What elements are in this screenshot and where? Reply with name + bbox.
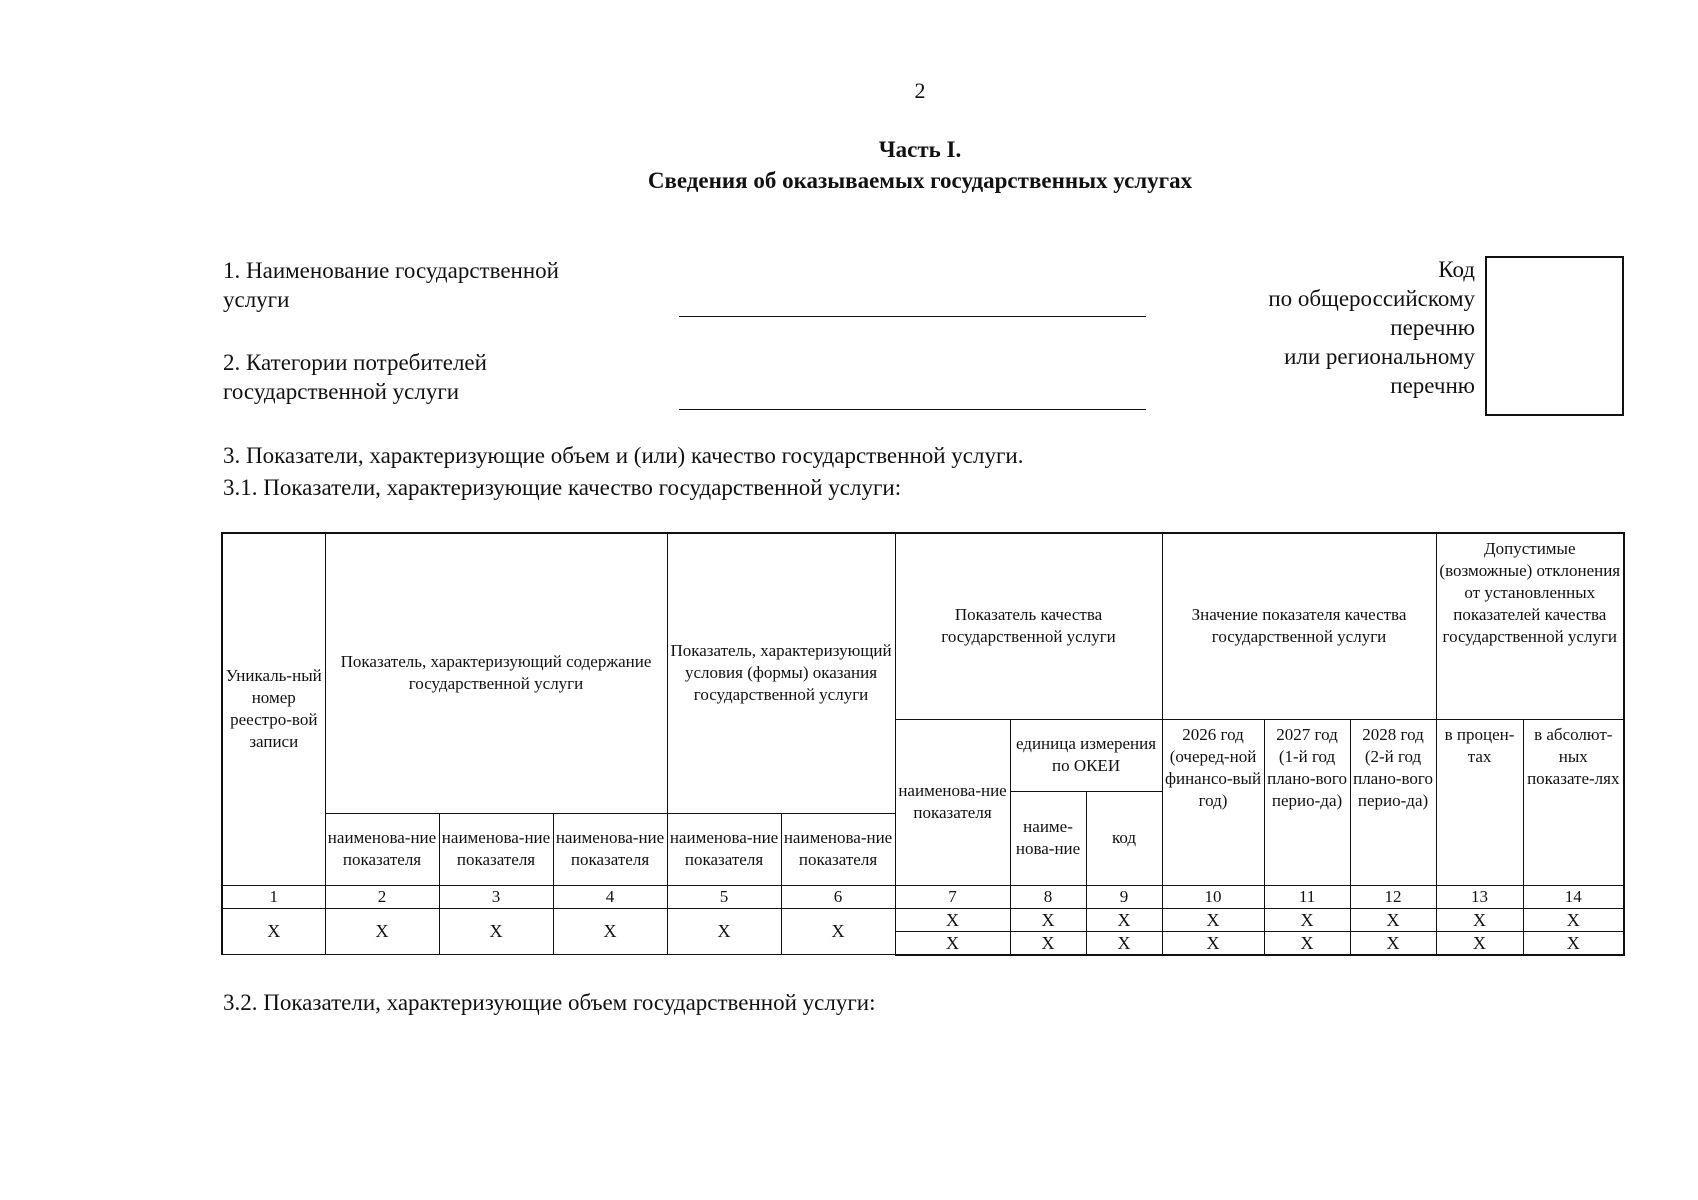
col-number-8: 8 [1010,885,1086,908]
cell-x: X [781,908,895,955]
part-subtitle: Сведения об оказываемых государственных услугах [647,168,1193,193]
header-content-indicator: Показатель, характеризующий содержание государственной услуги [325,533,667,813]
col-number-5: 5 [667,885,781,908]
header-conditions-name-2: наименова-ние показателя [781,813,895,885]
header-deviation-percent: в процен-тах [1436,719,1523,885]
cell-x: X [1523,908,1624,931]
code-label-line4: или региональному [1284,344,1475,369]
section-3-heading: 3. Показатели, характеризующие объем и (или) качество государственной услуги. [223,443,1024,468]
cell-x: X [325,908,439,955]
consumers-field[interactable] [679,409,1146,410]
header-content-name-1: наименова-ние показателя [325,813,439,885]
code-box[interactable] [1485,256,1624,416]
col-number-2: 2 [325,885,439,908]
section-3-1-heading: 3.1. Показатели, характеризующие качество государственной услуги: [223,475,902,500]
header-deviation-absolute: в абсолют-ных показате-лях [1523,719,1624,885]
consumers-label [223,348,643,406]
header-deviation: Допустимые (возможные) отклонения от установленных показателей качества государственной услуги [1436,533,1624,719]
col-number-7: 7 [895,885,1010,908]
part-title: Часть I. [878,137,962,162]
cell-x: X [895,908,1010,931]
header-okei-unit: единица измерения по ОКЕИ [1010,719,1162,791]
cell-x: X [1350,931,1436,955]
cell-x: X [1162,931,1264,955]
cell-x: X [1264,931,1350,955]
service-name-label [223,256,643,314]
header-year-2027: 2027 год (1-й год плано-вого перио-да) [1264,719,1350,885]
col-number-3: 3 [439,885,553,908]
header-conditions-name-1: наименова-ние показателя [667,813,781,885]
code-label-line3: перечню [1390,315,1475,340]
header-year-2026: 2026 год (очеред-ной финансо-вый год) [1162,719,1264,885]
col-number-1: 1 [222,885,325,908]
col-number-13: 13 [1436,885,1523,908]
cell-x: X [895,931,1010,955]
cell-x: X [667,908,781,955]
header-conditions-indicator: Показатель, характеризующий условия (формы) оказания государственной услуги [667,533,895,813]
cell-x: X [553,908,667,955]
col-number-6: 6 [781,885,895,908]
header-year-2028: 2028 год (2-й год плано-вого перио-да) [1350,719,1436,885]
quality-indicators-table [221,532,1625,956]
code-label [1175,255,1475,400]
header-content-name-2: наименова-ние показателя [439,813,553,885]
col-number-12: 12 [1350,885,1436,908]
service-name-field[interactable] [679,316,1146,317]
cell-x: X [1010,908,1086,931]
consumers-label-line1: 2. Категории потребителей [223,350,487,375]
header-quality-value: Значение показателя качества государственной услуги [1162,533,1436,719]
cell-x: X [222,908,325,955]
cell-x: X [1010,931,1086,955]
cell-x: X [1162,908,1264,931]
col-number-14: 14 [1523,885,1624,908]
header-okei-code: код [1086,791,1162,885]
service-name-label-line2: услуги [223,287,290,312]
col-number-9: 9 [1086,885,1162,908]
col-number-10: 10 [1162,885,1264,908]
header-quality-indicator: Показатель качества государственной услуги [895,533,1162,719]
cell-x: X [439,908,553,955]
cell-x: X [1436,931,1523,955]
header-content-name-3: наименова-ние показателя [553,813,667,885]
section-3-2-heading: 3.2. Показатели, характеризующие объем государственной услуги: [223,990,876,1015]
header-okei-name: наиме-нова-ние [1010,791,1086,885]
cell-x: X [1523,931,1624,955]
cell-x: X [1436,908,1523,931]
cell-x: X [1086,931,1162,955]
code-label-line1: Код [1438,257,1475,282]
code-label-line5: перечню [1390,373,1475,398]
header-unique-number: Уникаль-ный номер реестро-вой записи [222,533,325,885]
page-number: 2 [914,78,926,103]
service-name-label-line1: 1. Наименование государственной [223,258,559,283]
cell-x: X [1350,908,1436,931]
header-quality-name: наименова-ние показателя [895,719,1010,885]
cell-x: X [1264,908,1350,931]
consumers-label-line2: государственной услуги [223,379,460,404]
col-number-4: 4 [553,885,667,908]
code-label-line2: по общероссийскому [1268,286,1475,311]
cell-x: X [1086,908,1162,931]
col-number-11: 11 [1264,885,1350,908]
